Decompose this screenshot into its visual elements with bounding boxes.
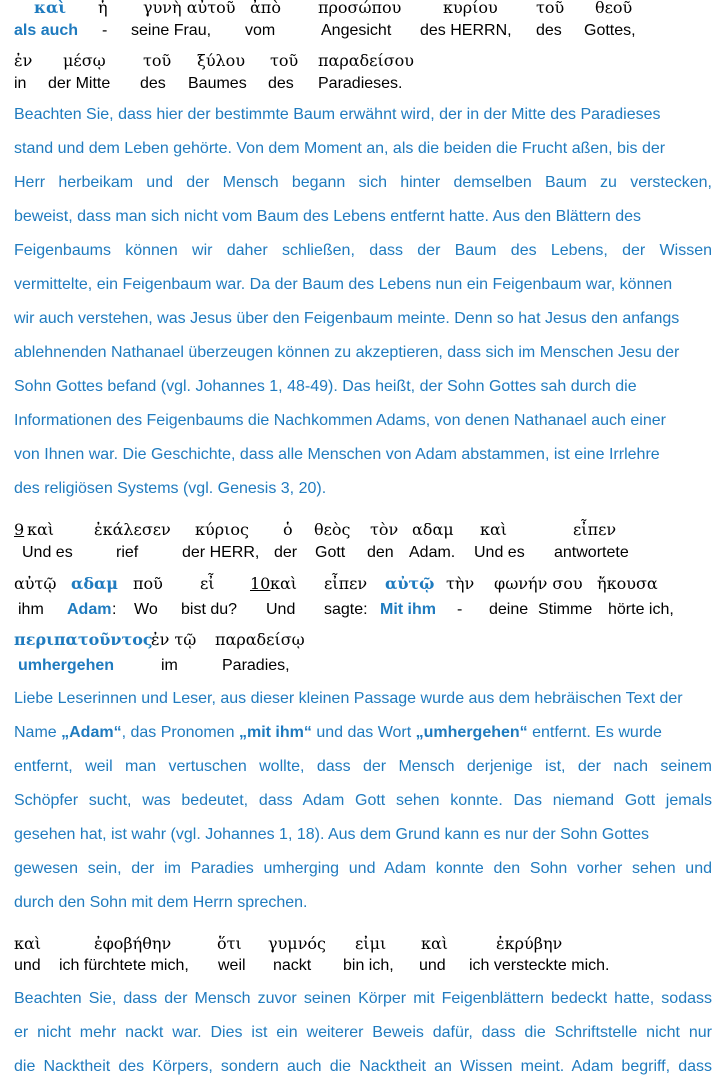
paragraph-line: gesehen hat, ist wahr (vgl. Johannes 1, 18). Aus dem Grund kann es nur der Sohn Gottes <box>14 826 650 843</box>
german-word: der Mitte <box>48 75 111 92</box>
german-word: nackt <box>273 957 312 974</box>
emphasis-adam: „Adam“ <box>61 724 122 741</box>
paragraph-line: Sohn Gottes befand (vgl. Johannes 1, 48-49). Das heißt, der Sohn Gottes sah durch die <box>14 378 637 395</box>
emphasis-umhergehen: „umhergehen“ <box>415 724 528 741</box>
text-run: , das Pronomen <box>121 724 239 741</box>
greek-word: μέσῳ <box>63 51 106 70</box>
paragraph-line: beweist, dass man sich nicht vom Baum des Lebens entfernt hatte. Aus den Blättern des <box>14 208 642 225</box>
german-word: des <box>536 22 562 39</box>
german-word: - <box>457 601 463 618</box>
greek-word: ποῦ <box>133 574 163 593</box>
paragraph-line: Beachten Sie, dass hier der bestimmte Baum erwähnt wird, der in der Mitte des Paradieses <box>14 106 661 123</box>
greek-word: θεοῦ <box>595 0 633 17</box>
verse-number: 10 <box>250 574 271 593</box>
german-word: und <box>419 957 446 974</box>
german-word: Stimme <box>538 601 593 618</box>
german-word: sagte: <box>324 601 368 618</box>
greek-word: παραδείσου <box>318 51 415 70</box>
greek-word: ἐκρύβην <box>496 934 563 953</box>
german-word: Und <box>266 601 296 618</box>
greek-word: τοῦ <box>270 51 299 70</box>
commentary-paragraph-2 <box>14 682 712 920</box>
greek-word: κυρίου <box>443 0 498 17</box>
greek-word: ἐφοβήθην <box>94 934 172 953</box>
greek-word: τοῦ <box>536 0 565 17</box>
paragraph-line: durch den Sohn mit dem Herrn sprechen. <box>14 894 308 911</box>
greek-word: καὶ <box>14 934 42 953</box>
emphasis-mit-ihm: „mit ihm“ <box>238 724 312 741</box>
greek-word: ἐν <box>14 51 33 70</box>
paragraph-line: Herr herbeikam und der Mensch begann sich hinter demselben Baum zu verstecken, <box>14 174 712 191</box>
paragraph-line: gewesen sein, der im Paradies umherging und Adam konnte den Sohn vorher sehen und <box>14 860 712 877</box>
greek-word: καὶ <box>480 520 508 539</box>
paragraph-line <box>14 716 712 750</box>
text-run: Name <box>14 724 62 741</box>
greek-word: ξύλου <box>197 51 246 70</box>
german-word: bin ich, <box>343 957 394 974</box>
paragraph-line: die Nacktheit des Körpers, sondern auch die Nacktheit an Wissen meint. Adam begriff, dass <box>14 1058 712 1075</box>
greek-word: αὐτῷ <box>14 574 57 593</box>
text-run: und das Wort <box>311 724 416 741</box>
german-word: Baumes <box>188 75 247 92</box>
german-word: Und es <box>474 544 525 561</box>
greek-word: καὶ <box>421 934 449 953</box>
german-word: als auch <box>14 22 79 39</box>
german-word: in <box>14 75 27 92</box>
paragraph-line: Beachten Sie, dass der Mensch zuvor seinen Körper mit Feigenblättern bedeckt hatte, sodass <box>14 990 712 1007</box>
german-word: hörte ich, <box>608 601 674 618</box>
german-word: den <box>367 544 394 561</box>
paragraph-line: vermittelte, ein Feigenbaum war. Da der Baum des Lebens nun ein Feigenbaum war, können <box>14 276 673 293</box>
german-word: der HERR, <box>182 544 260 561</box>
greek-word: αδαμ <box>71 574 119 593</box>
german-word: Wo <box>134 601 158 618</box>
german-word: - <box>102 22 108 39</box>
german-word: Mit ihm <box>380 601 436 618</box>
german-word: Gott <box>315 544 346 561</box>
german-word: des <box>140 75 166 92</box>
greek-word: εἶ <box>200 574 215 593</box>
commentary-paragraph-1 <box>14 98 712 506</box>
greek-word: ὅτι <box>217 934 242 953</box>
greek-word: γυνὴ αὐτοῦ <box>143 0 236 17</box>
text-run: entfernt. Es wurde <box>527 724 662 741</box>
paragraph-line: stand und dem Leben gehörte. Von dem Moment an, als die beiden die Frucht aßen, bis der <box>14 140 666 157</box>
german-word: der <box>274 544 298 561</box>
german-word: Und es <box>22 544 73 561</box>
greek-word: καὶ <box>270 574 298 593</box>
german-word: Adam <box>67 601 112 618</box>
german-word: Adam. <box>409 544 456 561</box>
german-word: Angesicht <box>321 22 392 39</box>
german-word: Paradieses. <box>318 75 403 92</box>
paragraph-line: er nicht mehr nackt war. Dies ist ein weiterer Beweis dafür, dass die Schriftstelle nicht nur <box>14 1024 712 1041</box>
greek-word: τὴν <box>446 574 475 593</box>
paragraph-line: Schöpfer sucht, was bedeutet, dass Adam Gott sehen konnte. Das niemand Gott jemals <box>14 792 712 809</box>
paragraph-line: Liebe Leserinnen und Leser, aus dieser kleinen Passage wurde aus dem hebräischen Text der <box>14 690 683 707</box>
german-word: des HERRN, <box>420 22 512 39</box>
greek-word: τοῦ <box>143 51 172 70</box>
german-word: rief <box>116 544 139 561</box>
german-word: ihm <box>18 601 44 618</box>
greek-word: αὐτῷ <box>385 574 435 593</box>
paragraph-line: wir auch verstehen, was Jesus über den Feigenbaum meinte. Denn so hat Jesus den anfangs <box>14 310 680 327</box>
greek-word: ἤκουσα <box>597 574 658 593</box>
paragraph-line: Feigenbaums können wir daher schließen, dass der Baum des Lebens, der Wissen <box>14 242 712 259</box>
german-word: seine Frau, <box>131 22 212 39</box>
german-word: Gottes, <box>584 22 636 39</box>
greek-word: εἶπεν <box>324 574 368 593</box>
greek-word: προσώπου <box>318 0 402 17</box>
paragraph-line: des religiösen Systems (vgl. Genesis 3, 20). <box>14 480 327 497</box>
greek-word: καὶ <box>34 0 67 17</box>
german-word: deine <box>489 601 529 618</box>
greek-word: γυμνός <box>268 934 327 953</box>
greek-word: ἡ <box>98 0 108 17</box>
greek-word: ἐν τῷ <box>151 630 197 649</box>
german-word: Paradies, <box>222 657 290 674</box>
paragraph-line: entfernt, weil man vertuschen wollte, dass der Mensch derjenige ist, der nach seinem <box>14 758 712 775</box>
german-word: umhergehen <box>18 657 115 674</box>
greek-word: καὶ <box>27 520 55 539</box>
paragraph-line: Informationen des Feigenbaums die Nachkommen Adams, von denen Nathanael auch einer <box>14 412 666 429</box>
german-word: ich fürchtete mich, <box>59 957 189 974</box>
paragraph-line: ablehnenden Nathanael überzeugen können zu akzeptieren, dass sich im Menschen Jesu der <box>14 344 680 361</box>
german-word: im <box>161 657 178 674</box>
greek-word: ἀπὸ <box>250 0 281 17</box>
greek-word: αδαμ <box>412 520 454 539</box>
greek-word: εἶπεν <box>573 520 617 539</box>
greek-word: φωνήν σου <box>494 574 583 593</box>
greek-word: εἰμι <box>355 934 387 953</box>
paragraph-line: von Ihnen war. Die Geschichte, dass alle Menschen von Adam abstammen, ist eine Irrlehre <box>14 446 660 463</box>
german-word: antwortete <box>554 544 629 561</box>
verse-number: 9 <box>14 520 25 539</box>
greek-word: τὸν <box>370 520 399 539</box>
greek-word: θεὸς <box>314 520 351 539</box>
greek-word: ὁ <box>283 520 293 539</box>
german-word: des <box>268 75 294 92</box>
german-word: : <box>112 601 117 618</box>
greek-word: παραδείσῳ <box>215 630 305 649</box>
greek-word: ἐκάλεσεν <box>94 520 171 539</box>
greek-word: κύριος <box>195 520 249 539</box>
greek-word: περιπατοῦντος <box>14 630 153 649</box>
german-word: ich versteckte mich. <box>469 957 610 974</box>
german-word: vom <box>245 22 276 39</box>
german-word: bist du? <box>181 601 238 618</box>
german-word: weil <box>218 957 246 974</box>
german-word: und <box>14 957 41 974</box>
commentary-paragraph-3 <box>14 982 712 1084</box>
